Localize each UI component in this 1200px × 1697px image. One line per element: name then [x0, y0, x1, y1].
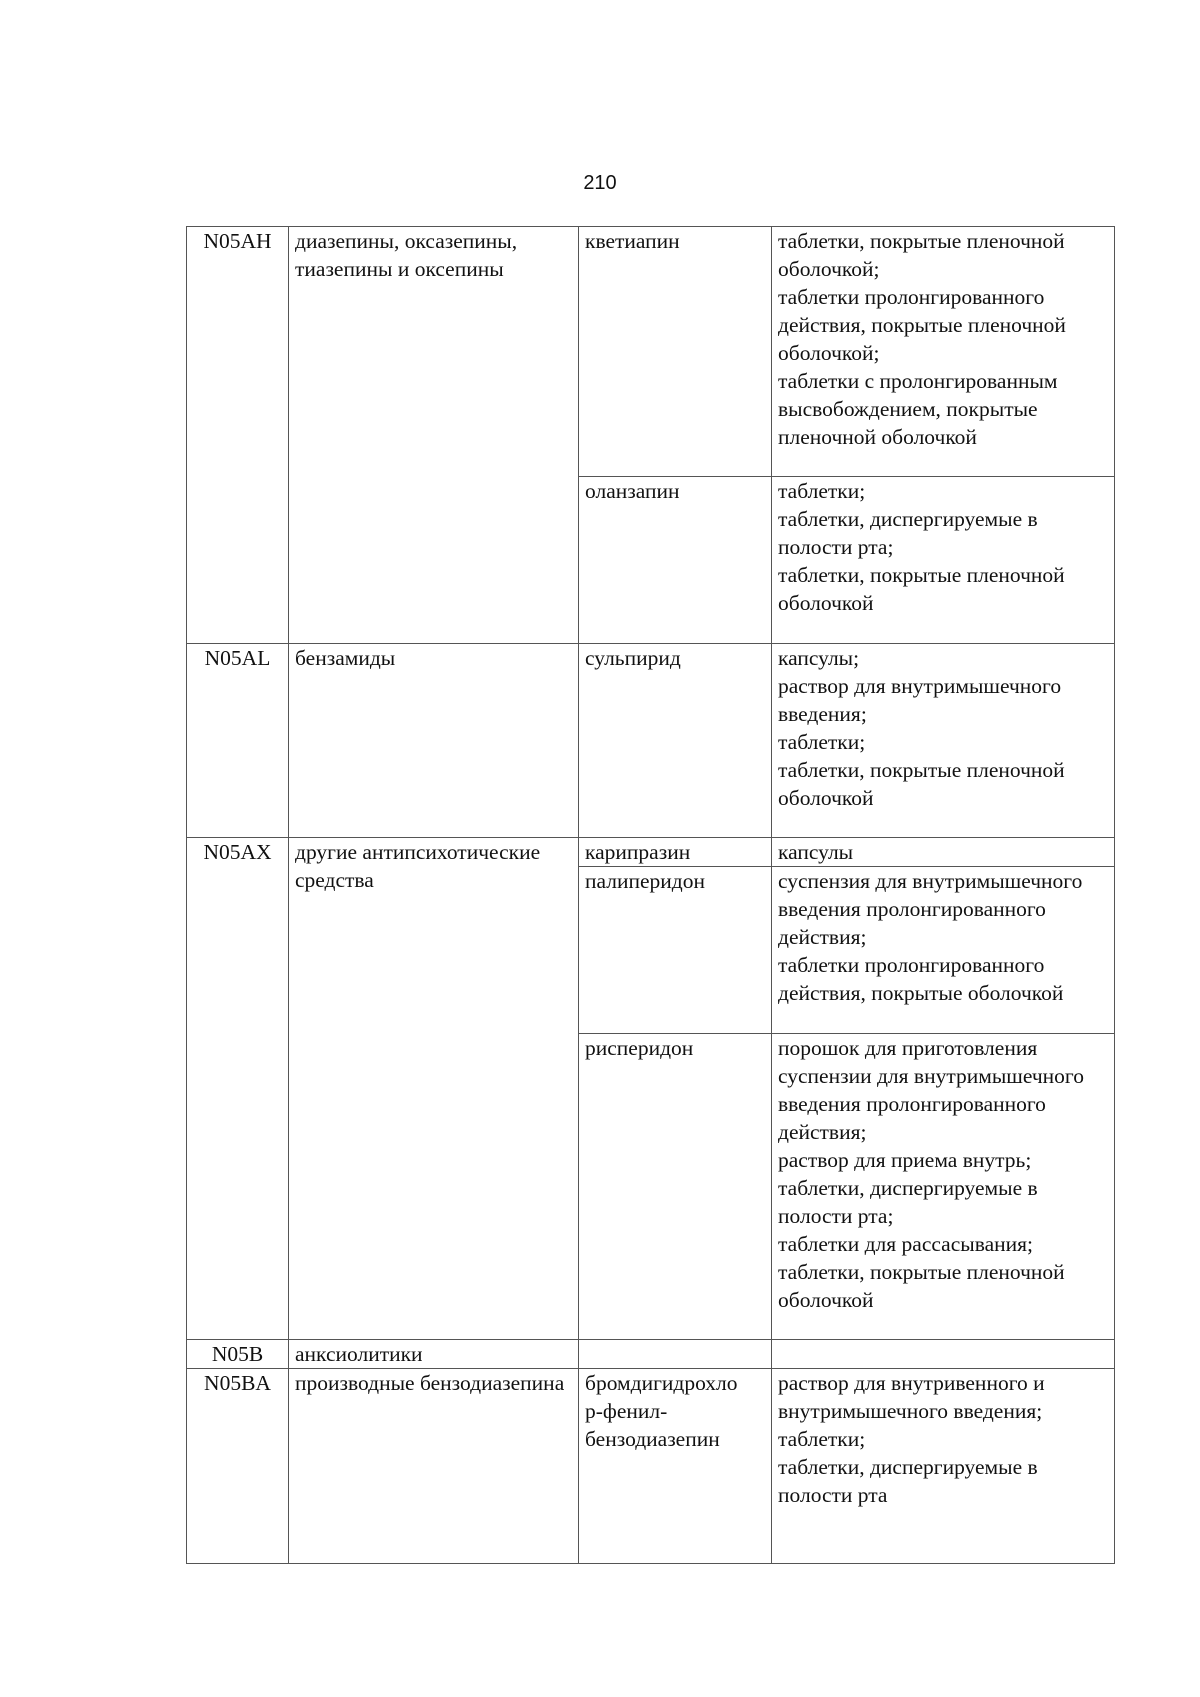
atc-code: N05AL: [187, 644, 289, 838]
atc-code: N05BA: [187, 1369, 289, 1564]
table-row: [187, 227, 1115, 477]
atc-group: производные бензодиазепина: [289, 1369, 579, 1564]
page-number: 210: [583, 172, 617, 194]
dosage-forms: таблетки, покрытые пленочной оболочкой; таблетки пролонгированного действия, покрытые пленочной оболочкой; таблетки с пролонгированным высвобождением, покрытые пленочной оболочкой: [772, 227, 1115, 477]
dosage-forms: суспензия для внутримышечного введения пролонгированного действия; таблетки пролонгированного действия, покрытые оболочкой: [772, 867, 1115, 1034]
drug-name: кветиапин: [579, 227, 772, 477]
dosage-forms: раствор для внутривенного и внутримышечного введения; таблетки; таблетки, диспергируемые в полости рта: [772, 1369, 1115, 1564]
atc-group: бензамиды: [289, 644, 579, 838]
atc-code: N05AH: [187, 227, 289, 644]
drug-name-empty: [579, 1340, 772, 1369]
table-row: [187, 1340, 1115, 1369]
table-row: [187, 1369, 1115, 1564]
atc-group: анксиолитики: [289, 1340, 579, 1369]
drug-name: палиперидон: [579, 867, 772, 1034]
table-row: [187, 644, 1115, 838]
drug-classification-table: [186, 226, 1115, 1564]
drug-name: карипразин: [579, 838, 772, 867]
atc-code: N05AX: [187, 838, 289, 1340]
drug-name: оланзапин: [579, 477, 772, 644]
atc-group: другие антипсихотические средства: [289, 838, 579, 1340]
dosage-forms: капсулы: [772, 838, 1115, 867]
drug-name: бромдигидрохло р-фенил- бензодиазепин: [579, 1369, 772, 1564]
drug-name: рисперидон: [579, 1034, 772, 1340]
dosage-forms: порошок для приготовления суспензии для внутримышечного введения пролонгированного действия; раствор для приема внутрь; таблетки, диспергируемые в полости рта; таблетки для рассасывания; таблетки, покрытые пленочной оболочкой: [772, 1034, 1115, 1340]
dosage-forms: таблетки; таблетки, диспергируемые в полости рта; таблетки, покрытые пленочной оболочкой: [772, 477, 1115, 644]
atc-code: N05B: [187, 1340, 289, 1369]
dosage-forms-empty: [772, 1340, 1115, 1369]
table-row: [187, 838, 1115, 867]
drug-name: сульпирид: [579, 644, 772, 838]
atc-group: диазепины, оксазепины, тиазепины и оксепины: [289, 227, 579, 644]
dosage-forms: капсулы; раствор для внутримышечного введения; таблетки; таблетки, покрытые пленочной оболочкой: [772, 644, 1115, 838]
